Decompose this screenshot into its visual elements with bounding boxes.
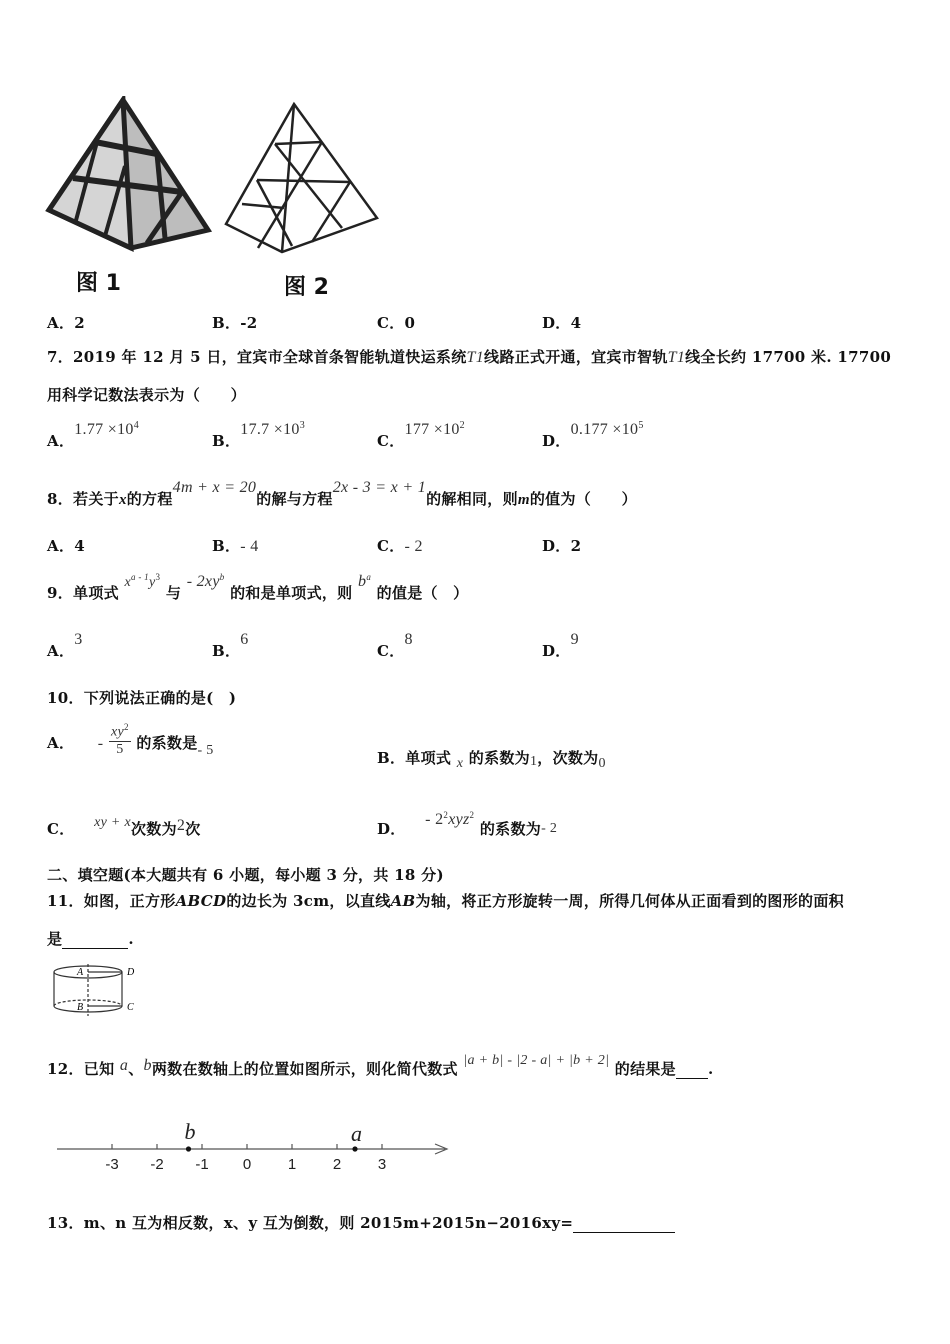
q6-option-b: B．-2 [212,314,258,332]
q13-stem: 13．m、n 互为相反数，x、y 互为倒数，则 2015m+2015n−2016xy= [47,1212,675,1233]
q12-answer-blank[interactable] [676,1064,708,1079]
point-b-label: b [184,1119,196,1144]
q11-label-b: B [77,1002,84,1013]
point-b [186,1146,191,1151]
tick-label-3: 3 [377,1156,387,1173]
q7-option-b: B．$17.7 \times 10^3$ [212,420,306,450]
q10-option-a: A． - $\frac{xy^2}{5}$ 的系数是- 5 [47,722,214,758]
tick-label-1: 1 [287,1156,297,1173]
q11-stem-line1: 11．如图，正方形ABCD的边长为 3cm，以直线AB为轴，将正方形旋转一周，所得几何体从正面看到的图形的面积 [47,892,844,910]
figure-1-label: 图 1 [76,271,121,296]
tick-label--2: -2 [150,1156,164,1173]
q7-stem-line2: 用科学记数法表示为（ ） [47,386,246,404]
number-line [55,1118,455,1178]
q7-option-d: D．$0.177 \times 10^5$ [542,420,644,450]
q11-cylinder-figure [50,962,146,1022]
q12-stem: 12．已知 a、b两数在数轴上的位置如图所示，则化简代数式 |a + b| - |2 - a| + |b + 2| 的结果是 . [47,1053,714,1078]
q10-option-b: B．单项式 x 的系数为1，次数为0 [377,749,606,771]
q8-option-b: B．- 4 [212,537,259,555]
q7-option-c: C．$177 \times 10^2$ [377,420,465,450]
tick-label-2: 2 [332,1156,342,1173]
figure-2-pyramid-outline [222,100,382,258]
q11-label-d: D [127,967,135,978]
tick-label--1: -1 [195,1156,209,1173]
q11-answer-blank[interactable] [62,934,128,949]
q9-option-a: A．3 [47,631,83,660]
figure-2-label: 图 2 [284,275,329,300]
q8-option-a: A．4 [47,537,85,555]
q11-label-c: C [127,1002,134,1013]
tick-label-0: 0 [242,1156,252,1173]
q8-option-d: D．2 [542,537,582,555]
q8-option-c: C．- 2 [377,537,423,555]
q9-option-b: B．6 [212,631,249,660]
q10-option-d: D． - $2^2xyz^2$ 的系数为- 2 [377,810,558,838]
tick-label--3: -3 [105,1156,119,1173]
q7-option-a: A．$1.77 \times 10^4$ [47,420,139,450]
q10-stem: 10．下列说法正确的是( ) [47,689,237,707]
q11-stem-line2: 是 . [47,930,134,948]
section-2-heading: 二、填空题(本大题共有 6 小题，每小题 3 分，共 18 分) [47,866,444,884]
q9-option-c: C．8 [377,631,413,660]
q7-stem-line1: 7．2019 年 12 月 5 日，宜宾市全球首条智能轨道快运系统T1线路正式开通，宜宾市智轨T1线全长约 17700 米. 17700 [47,348,892,366]
q13-answer-blank[interactable] [573,1218,675,1233]
q6-option-a: A．2 [47,314,85,332]
q8-stem: 8．若关于x的方程4m + x = 20的解与方程2x - 3 = x + 1的解相同，则m的值为（ ） [47,479,637,508]
point-a-label: a [351,1121,362,1146]
q11-label-a: A [77,967,84,978]
q9-option-d: D．9 [542,631,579,660]
q10-option-c: C． xy + x次数为2次 [47,815,201,838]
q6-option-d: D．4 [542,314,582,332]
point-a [352,1146,357,1151]
figure-1-pyramid [45,96,215,256]
q9-stem: 9．单项式 $x^{a - 1}y^3$ 与 - $2xy^b$ 的和是单项式，则 $b^a$ 的值是（ ） [47,572,469,602]
q6-option-c: C．0 [377,314,416,332]
